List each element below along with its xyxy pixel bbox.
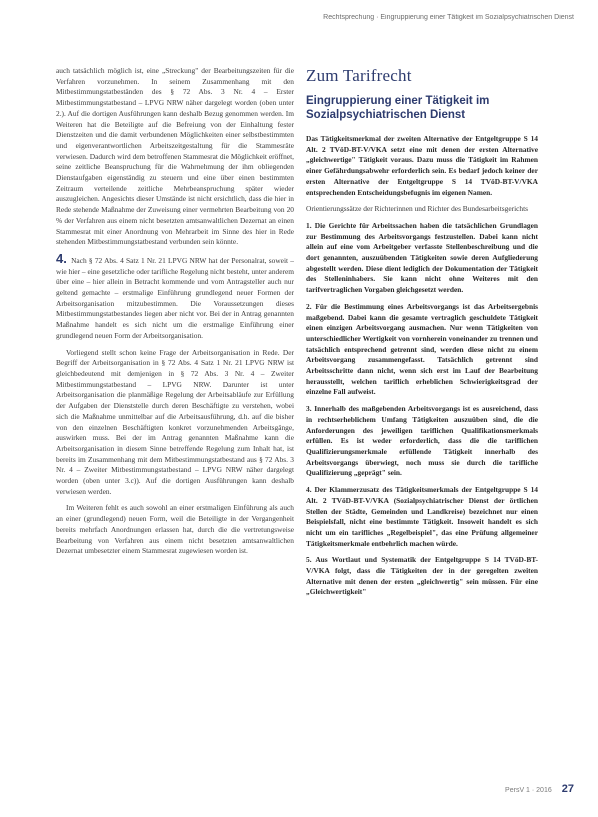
body-paragraph: Vorliegend stellt schon keine Frage der Arbeitsorganisation in Rede. Der Begriff der Arbeitsorganisation in § 72 Abs. 4 Satz 1 Nr. 21 LPVG NRW ist gleichbedeutend mit demjenigen in § 72 Abs. 3 Nr. 4 – Zweiter Mitbestimmungstatbestand – LPVG NRW. Darunter ist unter Arbeitsorganisation die planmäßige Regelung der Arbeitsabläufe zur Erfüllung der Aufgaben der Dienststelle durch deren Beschäftigte zu verstehen, wobei sich die Maßnahme unmittelbar auf die Arbeitsausführung, d.h. auf die bisher von den einzelnen Beschäftigten konkret vorzunehmenden Arbeitsgänge, auswirken muss. Bei der im Antrag genannten Maßnahme kann die Arbeitsorganisation in diesem Sinne betreffende Regelung zum Inhalt hat, ist bereits im Zusammenhang mit dem Mitbestimmungstatbestand aus § 72 Abs. 3 Nr. 4 – Zweiter Mitbestimmungstatbestand – LPVG NRW näher dargelegt worden (oben unter 3.c)). Auf die dortigen Ausführungen kann deshalb verwiesen werden. bbox=[56, 347, 294, 496]
page-footer bbox=[505, 783, 574, 795]
guideline-4: 4. Der Klammerzusatz des Tätigkeitsmerkmals der Entgeltgruppe S 14 Alt. 2 TVöD-BT-V/VKA (Sozialpsychiatrischer Dienst der örtlichen Stellen der Städte, Gemeinden und Landkreise) bezeichnet nur einen Beispielsfall, nicht eine bestimmte Tätigkeit. Insoweit handelt es sich nicht um ein tarifliches „Regelbeispiel", das eine Prüfung allgemeiner Tätigkeitsmerkmale entbehrlich machen würde. bbox=[306, 485, 538, 548]
running-head: Rechtsprechung · Eingruppierung einer Tätigkeit im Sozialpsychiatrischen Dienst bbox=[323, 14, 574, 21]
lead-paragraph: Das Tätigkeitsmerkmal der zweiten Alternative der Entgeltgruppe S 14 Alt. 2 TVöD-BT-V/VKA setzt eine mit denen der ersten Alternative „gleichwertige" Tätigkeit voraus. Dazu muss die Tätigkeit im Rahmen einer Gefährdungsabwehr erforderlich sein. Es bedarf jedoch keiner der ersten Alternative der Entgeltgruppe S 14 TVöD-BT-V/VKA entsprechenden Entscheidungsbefugnis im eigenen Namen. bbox=[306, 134, 538, 197]
paragraph-number: 4. bbox=[56, 250, 67, 266]
page-number: 27 bbox=[561, 783, 574, 795]
guideline-5: 5. Aus Wortlaut und Systematik der Entgeltgruppe S 14 TVöD-BT-V/VKA folgt, dass die Tätigkeiten der in der geregelten zweiten Alternative mit denen der ersten „gleichwertig" sein müssen. Für eine „Gleichwertigkeit" bbox=[306, 555, 538, 597]
section-title: Zum Tarifrecht bbox=[306, 66, 412, 85]
guideline-3: 3. Innerhalb des maßgebenden Arbeitsvorgangs ist es ausreichend, dass in rechtserheblichem Umfang Tätigkeiten auszuüben sind, die die Anforderungen des jeweiligen tariflichen Qualifikationsmerkmals erfüllen. Es ist weder erforderlich, dass die die tariflichen Qualifizierungsmerkmale erfüllende Tätigkeit innerhalb des Arbeitsvorgangs überwiegt, noch muss sie durch die tarifliche Qualifizierung „geprägt" sein. bbox=[306, 404, 538, 478]
body-paragraph: Im Weiteren fehlt es auch sowohl an einer erstmaligen Einführung als auch an einer (grundlegend) neuen Form, weil die Beteiligte in der Vergangenheit bereits mehrfach Anordnungen erlassen hat, durch die die vertretungsweise Bearbeitung von Verfahren aus einem nicht besetzten amtsanwaltlichen Dezernat umbesetzter einem Stammesrat zugewiesen worden ist. bbox=[56, 503, 294, 556]
paragraph-text: Nach § 72 Abs. 4 Satz 1 Nr. 21 LPVG NRW hat der Personalrat, soweit – wie hier – eine gesetzliche oder tarifliche Regelung nicht besteht, unter anderem über eine – hier allein in Betracht kommende und vom Antragsteller auch nur geltend gemachte – erstmalige Einführung grundlegend neuer Formen der Arbeitsorganisation mitzubestimmen. Die Voraussetzungen dieses Mitbestimmungstatbestandes liegen aber nicht vor. Bei der in Antrag genannten Maßnahme handelt es sich nicht um die erstmalige Einführung einer grundlegend neuen Form der Arbeitsorganisation. bbox=[56, 255, 294, 340]
body-paragraph: auch tatsächlich möglich ist, eine „Streckung" der Bearbeitungszeiten für die Verfahren vorzunehmen. In seinem Zusammenhang mit den Mitbestimmungstatbeständen des § 72 Abs. 3 Nr. 4 – Erster Mitbestimmungstatbestand – LPVG NRW näher dargelegt worden (oben unter 2.). Auf die dortigen Ausführungen kann deshalb Bezug genommen werden. Im Weiteren hat die Beteiligte auf die Befreiung von der Einhaltung fester Dienstzeiten und die damit verbundenen Möglichkeiten einer selbstbestimmten und eigenverantwortlichen Arbeitszeitgestaltung für die Stammesräte verwiesen. Dadurch wird dem betroffenen Stammesrat die Möglichkeit eröffnet, seine zeitliche Beanspruchung für die Wahrnehmung der ihm obliegenden Dienstaufgaben eigenständig zu steuern und eine über einen bestimmten Zeitraum verteilende zeitliche Mehrbeanspruchung später wieder auszugleichen. Angesichts dieser Umstände ist nicht ersichtlich, dass die hier in Rede stehende Maßnahme der Zuweisung einer vermehrten Bearbeitung von 20 % der Verfahren aus einem nicht besetzten amtsanwaltlichen Dezernat an einen Stammesrat mit einer Anordnung von Mehrarbeit im Sinne des hier in Rede stehenden Mitbestimmungstatbestand verbunden sein könnte. bbox=[56, 66, 294, 247]
guideline-1: 1. Die Gerichte für Arbeitssachen haben die tatsächlichen Grundlagen zur Bestimmung des Arbeitsvorgangs festzustellen. Dabei kann nicht allein auf eine vom Arbeitgeber verfasste Stellenbeschreibung und die dort genannten, auszuübenden Tätigkeiten sowie deren Aufgliederung abgestellt werden. Diese dient lediglich der Dokumentation der Tätigkeit des Stelleninhabers. Sie kann nicht ohne Weiteres mit den tarifvertraglichen Vorgaben gleichgesetzt werden. bbox=[306, 220, 538, 295]
article-headline: Eingruppierung einer Tätigkeit im Sozialpsychiatrischen Dienst bbox=[306, 95, 490, 121]
right-column bbox=[306, 66, 538, 766]
issue-label: PersV 1 · 2016 bbox=[505, 787, 552, 794]
guidelines-intro: Orientierungssätze der Richterinnen und Richter des Bundesarbeitsgerichts bbox=[306, 204, 529, 214]
guideline-2: 2. Für die Bestimmung eines Arbeitsvorgangs ist das Arbeitsergebnis maßgebend. Dabei kann die gesamte vertraglich geschuldete Tätigkeit einen einzigen Arbeitsvorgang ausmachen. Nur wenn Tätigkeiten von unterschiedlicher Wertigkeit von vornherein voneinander zu trennen und tatsächlich entsprechend getrennt sind, werden diese nicht zu einem Arbeitsvorgang zusammengefasst. Tatsächlich getrennt sind Arbeitsschritte dann nicht, wenn sich erst im Lauf der Bearbeitung herausstellt, welchen tariflich erheblichen Schwierigkeitsgrad der einzelne Fall aufweist. bbox=[306, 301, 538, 397]
left-column bbox=[56, 66, 294, 776]
body-paragraph-numbered bbox=[56, 250, 294, 342]
